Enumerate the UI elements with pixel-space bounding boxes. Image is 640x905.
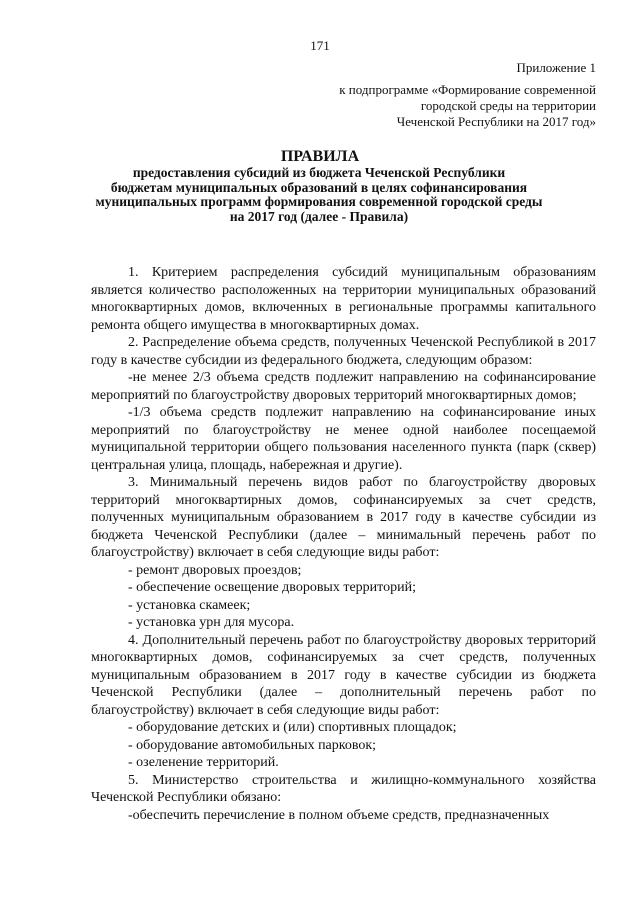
document-body [91, 264, 596, 824]
appendix-label: Приложение 1 [516, 60, 596, 75]
list-item: - обеспечение освещение дворовых территорий; [128, 580, 416, 595]
subtitle-line: на 2017 год (далее - Правила) [229, 208, 409, 224]
list-item: -1/3 объема средств подлежит направлению на софинансирование иных мероприятий по благоустройству не менее одной наиболее посещаемой муниципальной территории общего пользования населенного пункта (парк (сквер) центральная улица, площадь, набережная и другие). [91, 405, 596, 473]
subtitle-line: муниципальных программ формирования современной городской среды [95, 194, 543, 209]
document-title: ПРАВИЛА [280, 148, 360, 165]
appendix-line: Чеченской Республики на 2017 год» [396, 114, 596, 129]
list-item: - установка скамеек; [128, 597, 251, 613]
appendix-block [339, 60, 596, 130]
paragraph: 3. Минимальный перечень видов работ по благоустройству дворовых территорий многоквартирных домов, софинансируемых за счет средств, полученных муниципальным образованием в 2017 году в качестве субсидии из бюджета Чеченской Республики (далее – минимальный перечень работ по благоустройству) включает в себя следующие виды работ: [91, 475, 596, 560]
list-item: - установка урн для мусора. [128, 615, 295, 630]
page-number: 171 [310, 38, 330, 53]
list-item: - ремонт дворовых проездов; [128, 562, 302, 578]
paragraph: 1. Критерием распределения субсидий муниципальным образованиям является количество расположенных на территории муниципальных образований многоквартирных домов, включенных в региональные программы капитального ремонта общего имущества в многоквартирных домах. [91, 265, 596, 333]
list-item: -не менее 2/3 объема средств подлежит направлению на софинансирование мероприятий по благоустройству дворовых территорий многоквартирных домов; [91, 370, 596, 403]
document-subtitle [84, 166, 554, 224]
paragraph: 4. Дополнительный перечень работ по благоустройству дворовых территорий многоквартирных домов, софинансируемых за счет средств, полученных муниципальным образованием в 2017 году в качестве субсидии из бюджета Чеченской Республики (далее – дополнительный перечень работ по благоустройству) включает в себя следующие виды работ: [91, 632, 596, 718]
list-item: - оборудование автомобильных парковок; [128, 737, 377, 753]
subtitle-line: предоставления субсидий из бюджета Чеченской Республики [132, 165, 506, 180]
list-item: - озеленение территорий. [128, 755, 279, 770]
subtitle-line: бюджетам муниципальных образований в целях софинансирования [110, 179, 528, 195]
list-item: - оборудование детских и (или) спортивных площадок; [128, 720, 457, 735]
appendix-line: к подпрограмме «Формирование современной [339, 82, 596, 97]
paragraph: 2. Распределение объема средств, полученных Чеченской Республикой в 2017 году в качестве субсидии из федерального бюджета, следующим образом: [91, 335, 596, 368]
paragraph: 5. Министерство строительства и жилищно-коммунального хозяйства Чеченской Республики обязано: [91, 772, 596, 805]
list-item: -обеспечить перечисление в полном объеме средств, предназначенных [128, 807, 550, 823]
appendix-line: городской среды на территории [420, 98, 596, 113]
